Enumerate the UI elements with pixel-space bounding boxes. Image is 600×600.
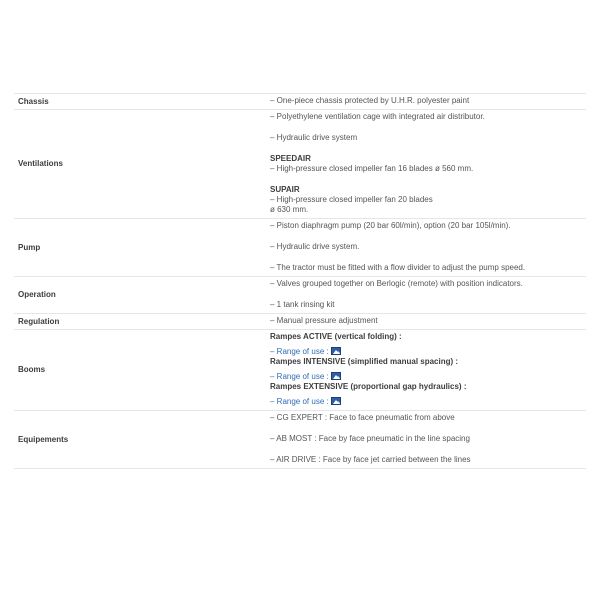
range-of-use-row: [270, 397, 586, 407]
spec-line: – Manual pressure adjustment: [270, 316, 378, 325]
spec-line: – Valves grouped together on Berlogic (remote) with position indicators.: [270, 279, 523, 288]
spec-label: Pump: [18, 242, 41, 252]
image-icon[interactable]: [331, 347, 341, 355]
spec-table: [14, 93, 586, 469]
spec-values: [266, 94, 586, 109]
spec-row-operation: [14, 276, 586, 313]
spec-values: [266, 110, 586, 218]
spec-values: [266, 219, 586, 276]
spec-row-pump: [14, 218, 586, 276]
spec-line: – AIR DRIVE : Face by face jet carried between the lines: [270, 455, 471, 464]
range-of-use-link[interactable]: – Range of use :: [270, 372, 329, 381]
spec-label: Equipements: [18, 434, 69, 444]
spec-values: [266, 330, 586, 410]
spec-line: – The tractor must be fitted with a flow divider to adjust the pump speed.: [270, 263, 526, 272]
spec-row-equipements: [14, 410, 586, 469]
spec-label: Ventilations: [18, 159, 63, 168]
spec-label: Regulation: [18, 316, 60, 326]
spec-values: [266, 314, 586, 329]
spec-row-booms: [14, 329, 586, 410]
spec-line: ø 630 mm.: [270, 205, 309, 214]
spec-values: [266, 277, 586, 313]
spec-values: [266, 411, 586, 468]
spec-line: – High-pressure closed impeller fan 16 blades ø 560 mm.: [270, 164, 474, 173]
spec-line: – Hydraulic drive system: [270, 133, 358, 142]
spec-line: – AB MOST : Face by face pneumatic in the line spacing: [270, 434, 470, 443]
image-icon[interactable]: [331, 397, 341, 405]
range-of-use-link[interactable]: – Range of use :: [270, 397, 329, 406]
spec-line: – CG EXPERT : Face to face pneumatic from above: [270, 413, 455, 422]
spec-subtitle: Rampes INTENSIVE (simplified manual spacing) :: [270, 357, 459, 366]
spec-line: – One-piece chassis protected by U.H.R. polyester paint: [270, 96, 470, 105]
spec-subtitle: Rampes EXTENSIVE (proportional gap hydraulics) :: [270, 382, 467, 391]
spec-line: – Hydraulic drive system.: [270, 242, 360, 251]
range-of-use-row: [270, 372, 586, 382]
range-of-use-link[interactable]: – Range of use :: [270, 347, 329, 356]
spec-label: Operation: [18, 290, 56, 299]
spec-line: – Polyethylene ventilation cage with integrated air distributor.: [270, 112, 485, 121]
spec-line: – Piston diaphragm pump (20 bar 60l/min), option (20 bar 105l/min).: [270, 221, 511, 230]
spec-label: Chassis: [18, 96, 49, 106]
spec-row-regulation: [14, 313, 586, 329]
range-of-use-row: [270, 347, 586, 357]
spec-subtitle: SUPAIR: [270, 185, 300, 194]
image-icon[interactable]: [331, 372, 341, 380]
spec-subtitle: SPEEDAIR: [270, 154, 311, 163]
spec-row-chassis: [14, 93, 586, 109]
spec-subtitle: Rampes ACTIVE (vertical folding) :: [270, 332, 402, 341]
spec-line: – 1 tank rinsing kit: [270, 300, 335, 309]
spec-line: – High-pressure closed impeller fan 20 blades: [270, 195, 433, 204]
spec-row-ventilations: [14, 109, 586, 218]
spec-label: Booms: [18, 365, 46, 374]
